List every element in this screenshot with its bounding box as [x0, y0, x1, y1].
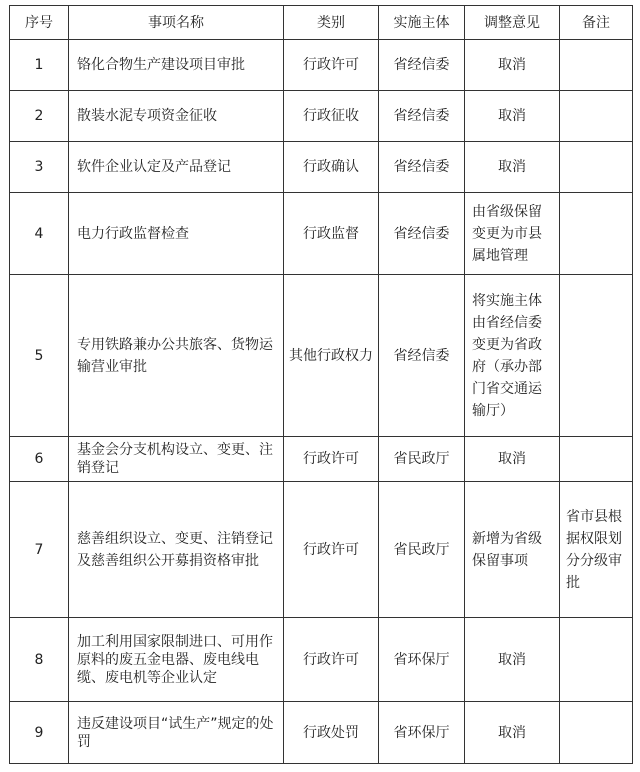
cell-adjust: 取消 [465, 702, 560, 764]
cell-name: 电力行政监督检查 [69, 193, 284, 275]
cell-name: 软件企业认定及产品登记 [69, 142, 284, 193]
cell-adjust: 取消 [465, 91, 560, 142]
cell-no: 1 [10, 40, 69, 91]
cell-no: 4 [10, 193, 69, 275]
table-row [10, 275, 633, 437]
cell-type: 行政许可 [284, 40, 379, 91]
cell-org: 省经信委 [379, 40, 465, 91]
cell-no: 5 [10, 275, 69, 437]
cell-adjust: 取消 [465, 437, 560, 482]
cell-name: 违反建设项目“试生产”规定的处罚 [69, 702, 284, 764]
cell-adjust: 取消 [465, 142, 560, 193]
cell-org: 省环保厅 [379, 618, 465, 702]
cell-type: 行政确认 [284, 142, 379, 193]
cell-no: 8 [10, 618, 69, 702]
table-row [10, 193, 633, 275]
cell-name: 加工利用国家限制进口、可用作原料的废五金电器、废电线电缆、废电机等企业认定 [69, 618, 284, 702]
table-row [10, 142, 633, 193]
cell-note [560, 193, 633, 275]
cell-note [560, 91, 633, 142]
cell-org: 省民政厅 [379, 437, 465, 482]
cell-note [560, 618, 633, 702]
header-org: 实施主体 [379, 6, 465, 40]
cell-name: 基金会分支机构设立、变更、注销登记 [69, 437, 284, 482]
cell-name: 慈善组织设立、变更、注销登记及慈善组织公开募捐资格审批 [69, 482, 284, 618]
cell-adjust: 由省级保留变更为市县属地管理 [465, 193, 560, 275]
cell-org: 省环保厅 [379, 702, 465, 764]
cell-type: 行政处罚 [284, 702, 379, 764]
header-note: 备注 [560, 6, 633, 40]
cell-adjust: 取消 [465, 40, 560, 91]
cell-adjust: 将实施主体由省经信委变更为省政府（承办部门省交通运输厅） [465, 275, 560, 437]
cell-name: 散装水泥专项资金征收 [69, 91, 284, 142]
cell-type: 行政监督 [284, 193, 379, 275]
cell-name: 专用铁路兼办公共旅客、货物运输营业审批 [69, 275, 284, 437]
cell-adjust: 新增为省级保留事项 [465, 482, 560, 618]
table-row [10, 40, 633, 91]
cell-note: 省市县根据权限划分分级审批 [560, 482, 633, 618]
cell-name: 铬化合物生产建设项目审批 [69, 40, 284, 91]
header-adjust: 调整意见 [465, 6, 560, 40]
cell-note [560, 142, 633, 193]
table-row [10, 91, 633, 142]
cell-no: 7 [10, 482, 69, 618]
cell-type: 其他行政权力 [284, 275, 379, 437]
cell-org: 省民政厅 [379, 482, 465, 618]
cell-no: 3 [10, 142, 69, 193]
cell-note [560, 275, 633, 437]
table-row [10, 482, 633, 618]
cell-no: 9 [10, 702, 69, 764]
header-name: 事项名称 [69, 6, 284, 40]
table-row [10, 618, 633, 702]
table-header-row [10, 6, 633, 40]
cell-no: 6 [10, 437, 69, 482]
cell-note [560, 437, 633, 482]
cell-org: 省经信委 [379, 142, 465, 193]
approval-items-table [9, 5, 633, 764]
cell-org: 省经信委 [379, 91, 465, 142]
cell-org: 省经信委 [379, 275, 465, 437]
cell-no: 2 [10, 91, 69, 142]
cell-type: 行政许可 [284, 618, 379, 702]
cell-note [560, 40, 633, 91]
header-type: 类别 [284, 6, 379, 40]
cell-type: 行政许可 [284, 437, 379, 482]
cell-type: 行政征收 [284, 91, 379, 142]
cell-adjust: 取消 [465, 618, 560, 702]
cell-type: 行政许可 [284, 482, 379, 618]
header-no: 序号 [10, 6, 69, 40]
cell-org: 省经信委 [379, 193, 465, 275]
table-row [10, 702, 633, 764]
table-row [10, 437, 633, 482]
cell-note [560, 702, 633, 764]
